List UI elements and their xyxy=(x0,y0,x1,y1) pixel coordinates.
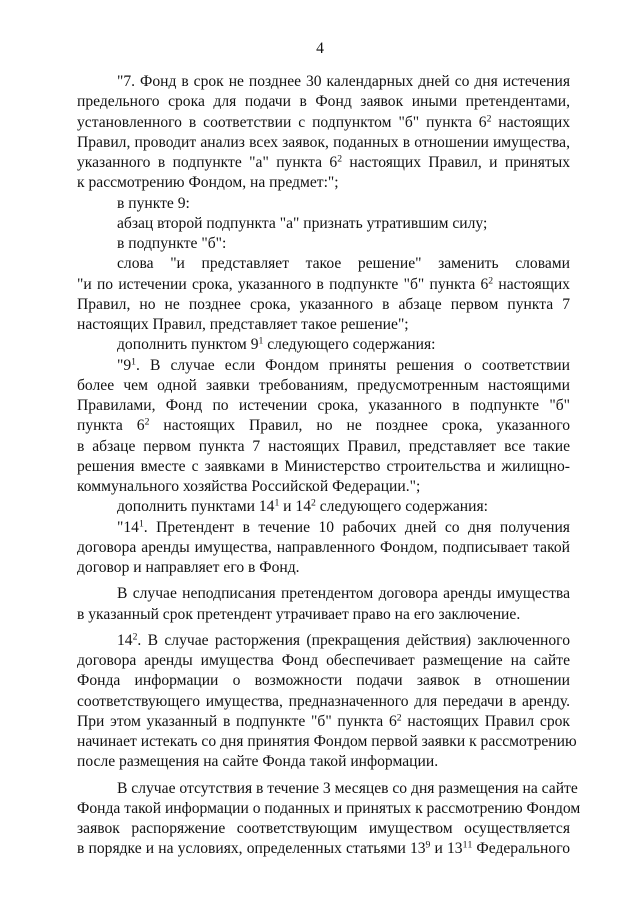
text-line: после размещения на сайте Фонда такой информации. xyxy=(77,753,439,771)
text-line: Фонда такой информации о поданных и принятых к рассмотрению Фондом xyxy=(77,799,581,817)
text-line: решения вместе с заявками в Министерство строительства и жилищно- xyxy=(77,457,570,475)
text-line: $14^2$. В случае расторжения (прекращения действия) заключенного xyxy=(117,631,570,649)
text-line: более чем одной заявки требованиям, предусмотренным настоящими xyxy=(77,376,570,394)
text-line: дополнить пунктами $14^1$ и $14^2$ следующего содержания: xyxy=(117,497,488,516)
text-line: в порядке и на условиях, определенных статьями $13^9$ и $13^{11}$ Федерального xyxy=(77,839,570,858)
text-line: в указанный срок претендент утрачивает право на его заключение. xyxy=(77,605,521,623)
text-line: "7. Фонд в срок не позднее 30 календарных дней со дня истечения xyxy=(117,73,570,90)
text-line: договора аренды имущества, направленного Фондом, подписывает такой xyxy=(77,538,570,556)
text-line: "и по истечении срока, указанного в подпункте "б" пункта $6^2$ настоящих xyxy=(77,275,570,293)
text-line: установленного в соответствии с подпунктом "б" пункта $6^2$ настоящих xyxy=(77,113,570,131)
text-line: Правил, проводит анализ всех заявок, поданных в отношении имущества, xyxy=(77,133,570,151)
text-line: в пункте 9: xyxy=(117,194,190,212)
text-line: настоящих Правил, представляет такое решение"; xyxy=(77,316,409,333)
text-line: Правилами, Фонд по истечении срока, указанного в подпункте "б" xyxy=(77,397,570,414)
text-line: абзац второй подпункта "а" признать утратившим силу; xyxy=(117,214,488,232)
text-line: начинает истекать со дня принятия Фондом первой заявки к рассмотрению xyxy=(77,733,577,750)
text-line: договор и направляет его в Фонд. xyxy=(77,559,300,576)
text-line: указанного в подпункте "а" пункта $6^2$ настоящих Правил, и принятых xyxy=(77,153,570,171)
text-line: При этом указанный в подпункте "б" пункта $6^2$ настоящих Правил срок xyxy=(77,712,571,730)
text-line: коммунального хозяйства Российской Федерации."; xyxy=(77,478,421,495)
text-line: заявок распоряжение соответствующим имуществом осуществляется xyxy=(77,820,570,837)
text-line: "$9^1$. В случае если Фондом приняты решения о соответствии xyxy=(117,356,570,374)
text-line: Фонда информации о возможности подачи заявок в отношении xyxy=(77,672,570,690)
text-line: в абзаце первом пункта 7 настоящих Правил, представляет все такие xyxy=(77,437,570,455)
text-line: "$14^1$. Претендент в течение 10 рабочих дней со дня получения xyxy=(117,518,570,536)
text-line: предельного срока для подачи в Фонд заявок иными претендентами, xyxy=(77,93,570,111)
text-line: Правил, но не позднее срока, указанного в абзаце первом пункта 7 xyxy=(77,295,570,313)
text-line: соответствующего имущества, предназначенного для передачи в аренду. xyxy=(77,692,570,710)
text-line: пункта $6^2$ настоящих Правил, но не позднее срока, указанного xyxy=(77,416,570,435)
page-number: 4 xyxy=(316,40,324,57)
text-line: в подпункте "б": xyxy=(117,235,227,252)
text-line: В случае отсутствия в течение 3 месяцев со дня размещения на сайте xyxy=(117,779,578,797)
text-line: дополнить пунктом $9^1$ следующего содержания: xyxy=(117,335,436,354)
text-line: слова "и представляет такое решение" заменить словами xyxy=(117,255,570,273)
text-line: В случае неподписания претендентом договора аренды имущества xyxy=(117,585,570,603)
text-line: к рассмотрению Фондом, на предмет:"; xyxy=(77,174,339,192)
text-line: договора аренды имущества Фонд обеспечивает размещение на сайте xyxy=(77,652,570,669)
document-body xyxy=(77,72,581,860)
